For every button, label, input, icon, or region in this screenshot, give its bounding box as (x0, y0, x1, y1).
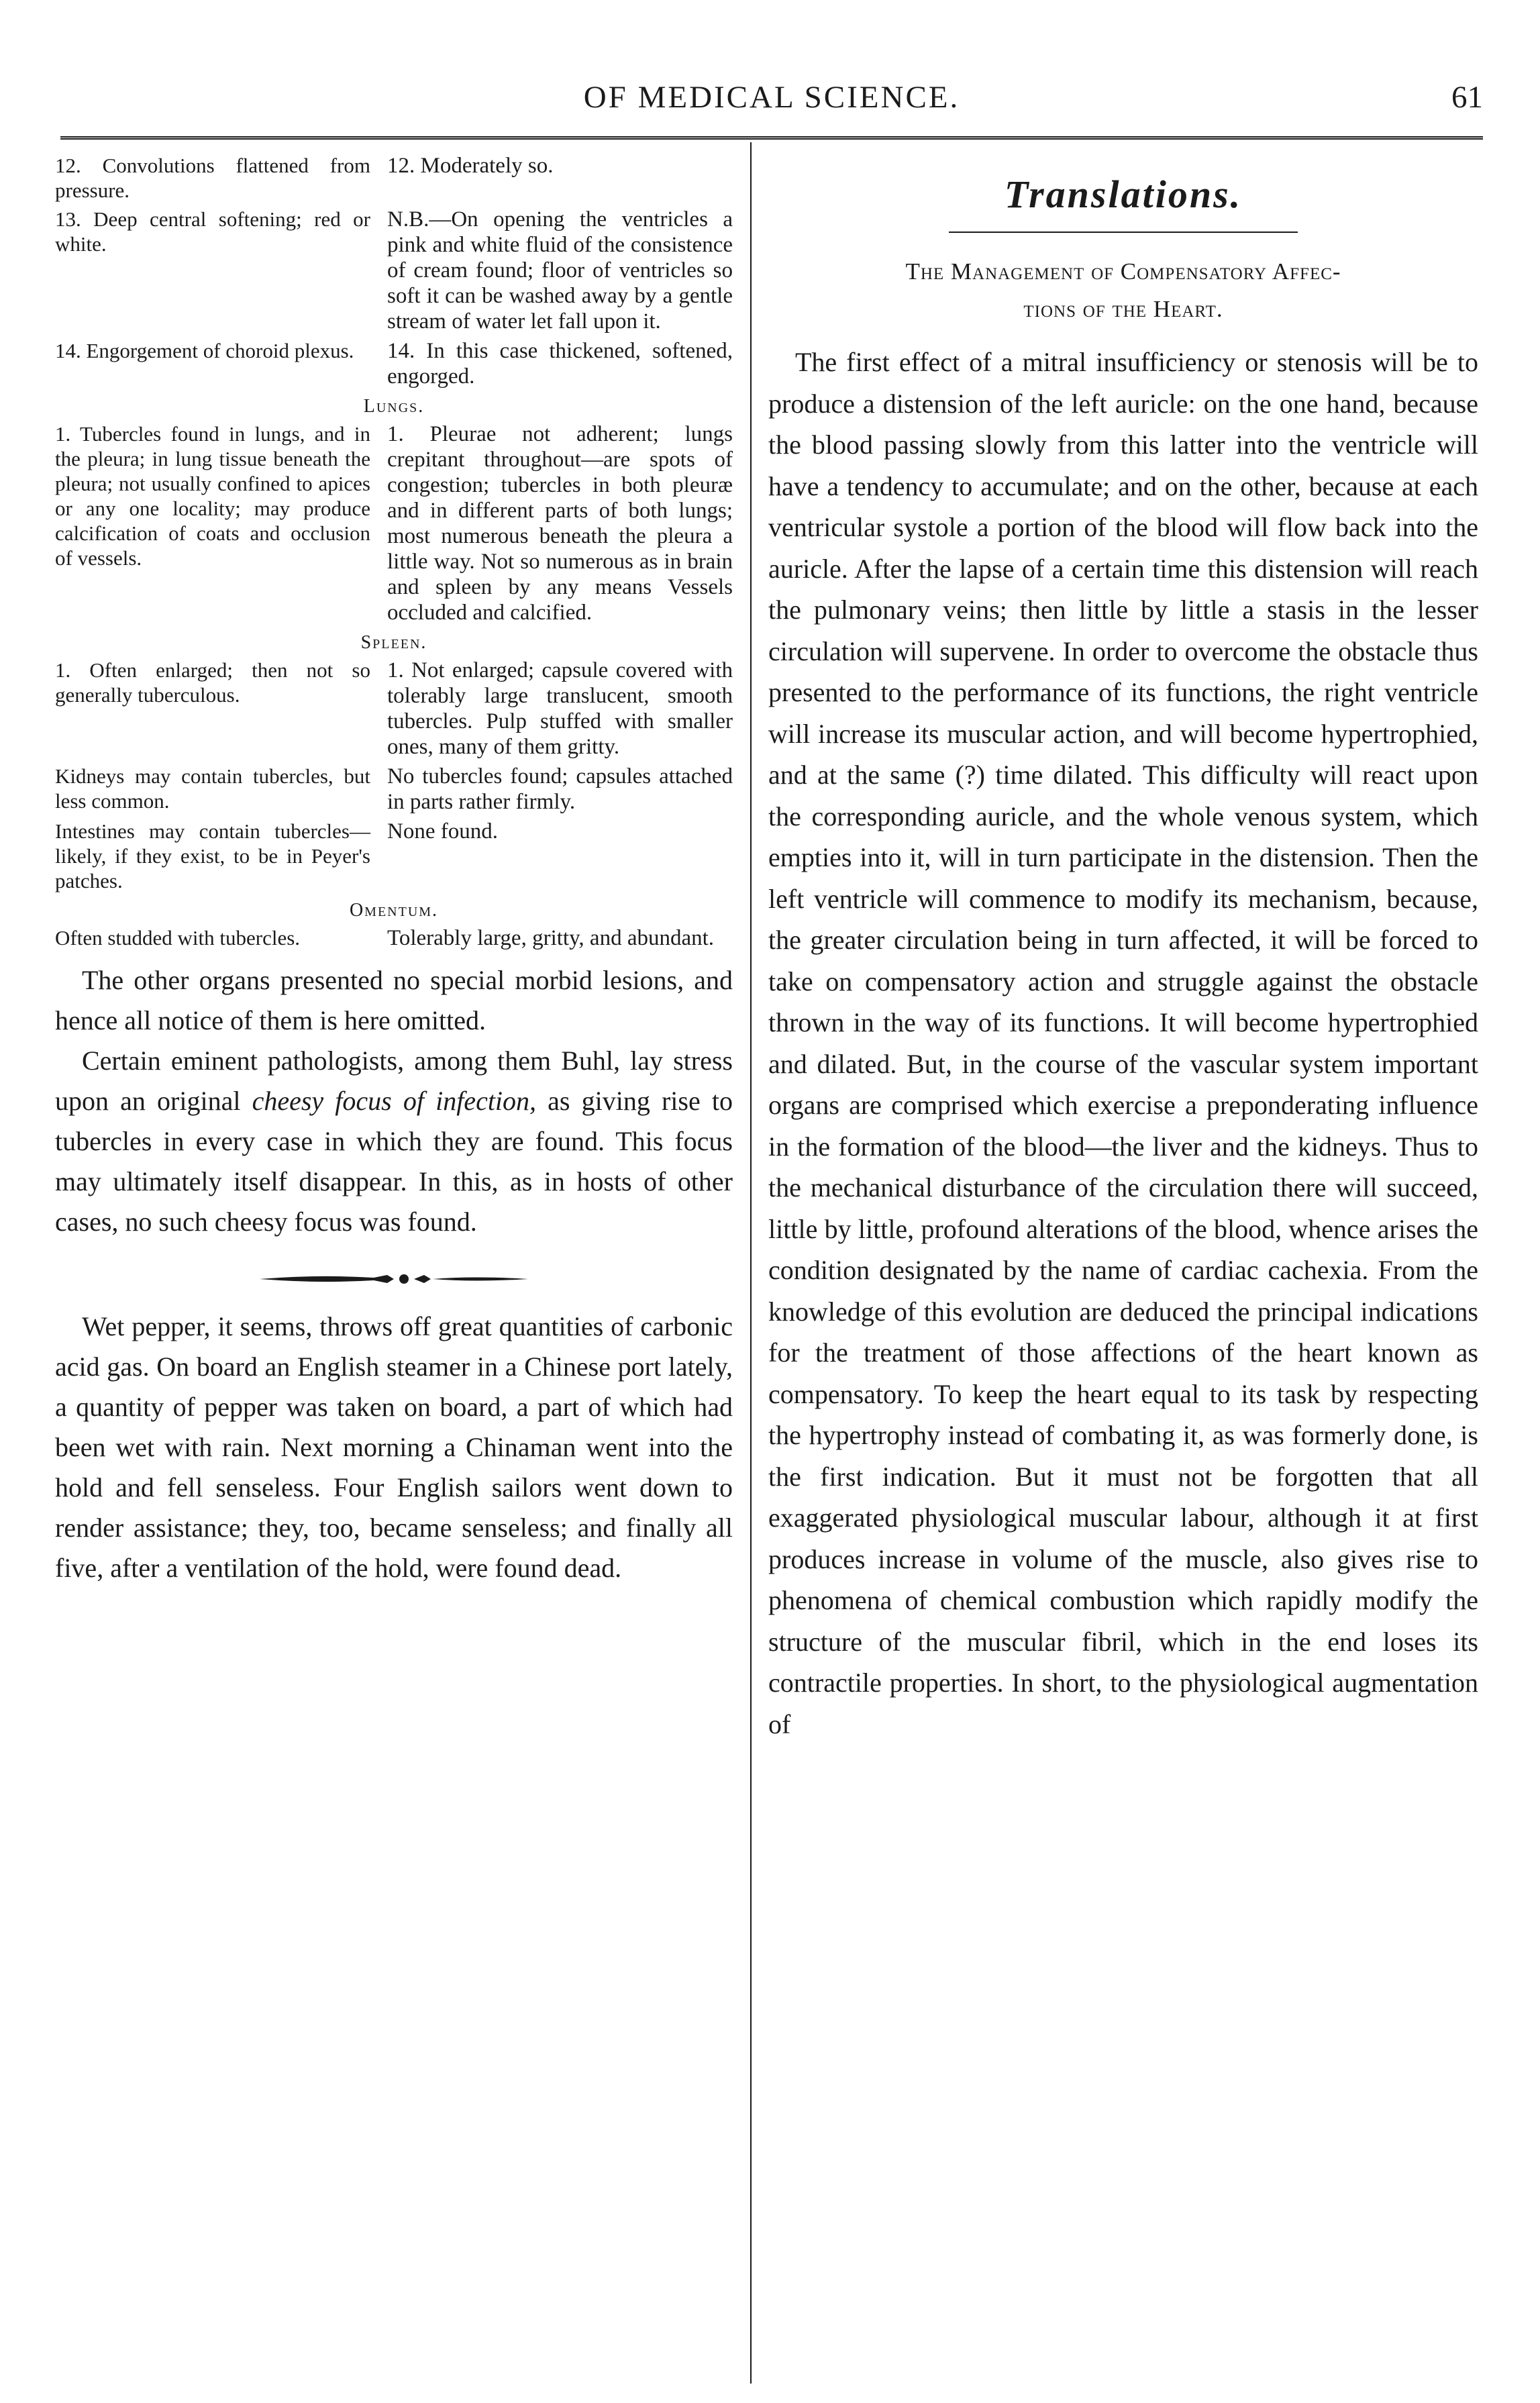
table-row (55, 819, 733, 893)
paragraph-cheesy-focus (55, 1041, 733, 1242)
left-column (55, 153, 733, 1588)
finding-cell: N.B.—On opening the ventricles a pink and white fluid of the consistence of cream found; floor of ventricles so soft it can be washed away by a gentle stream of water let fall upon it. (387, 207, 733, 334)
article-title-line: tions of the Heart. (1023, 296, 1223, 322)
right-column (768, 153, 1478, 1745)
finding-cell: Often studded with tubercles. (55, 926, 301, 950)
finding-cell: 12. Moderately so. (387, 154, 554, 178)
table-row (55, 764, 733, 815)
section-heading-omentum: Omentum. (349, 900, 439, 921)
finding-cell: 1. Not enlarged; capsule covered with tolerably large translucent, smooth tubercles. Pulp stuffed with smaller ones, many of them gritty. (387, 658, 733, 759)
header-rule (60, 136, 1483, 140)
table-row (55, 658, 733, 760)
section-title-translations: Translations. (1004, 172, 1243, 216)
finding-cell: Tolerably large, gritty, and abundant. (387, 926, 715, 950)
text-run: as giving rise to tubercles in every case in which they are found. This focus may ultimately itself disappear. In this, as in hosts of other cases, no such cheesy focus was found. (55, 1086, 733, 1237)
finding-cell: 13. Deep central softening; red or white. (55, 207, 370, 256)
section-heading-spleen: Spleen. (360, 632, 427, 653)
finding-cell: 1. Tubercles found in lungs, and in the pleura; in lung tissue beneath the pleura; not usually confined to apices or any one locality; may produce calcification of coats and occlusion of vessels. (55, 422, 370, 570)
running-title: OF MEDICAL SCIENCE. (583, 80, 960, 115)
finding-cell: 12. Convolutions flattened from pressure. (55, 154, 370, 202)
article-title (768, 253, 1478, 328)
page-number: 61 (1451, 80, 1483, 115)
title-rule (949, 232, 1298, 233)
finding-cell: No tubercles found; capsules attached in parts rather firmly. (387, 764, 733, 814)
emphasis-text: cheesy focus of infection, (252, 1086, 537, 1116)
table-row (55, 207, 733, 334)
table-row (55, 153, 733, 203)
finding-cell: 14. In this case thickened, softened, engorged. (387, 339, 733, 389)
finding-cell: Kidneys may contain tubercles, but less common. (55, 764, 370, 813)
ornamental-divider-icon (253, 1269, 535, 1289)
article-title-line: The Management of Compensatory Affec- (905, 258, 1341, 285)
section-heading-lungs: Lungs. (363, 396, 425, 417)
finding-cell: 1. Pleurae not adherent; lungs crepitant throughout—are spots of congestion; tubercles in both pleuræ and in different parts of both lungs; most numerous beneath the pleura a little way. Not so numerous as in brain and spleen by any means Vessels occluded and calcified. (387, 422, 733, 625)
article-body: The first effect of a mitral insufficiency or stenosis will be to produce a distension of the left auricle: on the one hand, because the blood passing slowly from this latter into the ventricle will have a tendency to accumulate; and on the other, because at each ventricular systole a portion of the blood will flow back into the auricle. After the lapse of a certain time this distension will reach the pulmonary veins; then little by little a stasis in the lesser circulation will supervene. In order to overcome the obstacle thus presented to the performance of its functions, the right ventricle will increase its muscular action, and will become hypertrophied, and at the same (?) time dilated. This difficulty will react upon the corresponding auricle, and the whole venous system, which empties into it, will in turn participate in the distension. Then the left ventricle will commence to modify its mechanism, because, the greater circulation being in turn affected, it will be forced to take on compensatory action and struggle against the obstacle thrown in the way of its functions. It will become hypertrophied and dilated. But, in the course of the vascular system important organs are comprised which exercise a preponderating influence in the formation of the blood—the liver and the kidneys. Thus to the mechanical disturbance of the circulation there will succeed, little by little, profound alterations of the blood, whence arises the condition designated by the name of cardiac cachexia. From the knowledge of this evolution are deduced the principal indications for the treatment of those affections of the heart known as compensatory. To keep the heart equal to its task by respecting the hypertrophy instead of combating it, as was formerly done, is the first indication. But it must not be forgotten that all exaggerated physiological muscular labour, although it at first produces increase in volume of the muscle, also gives rise to phenomena of chemical combustion which rapidly modify the structure of the muscular fibril, which in the end loses its contractile properties. In short, to the physiological augmentation of (768, 347, 1478, 1739)
paragraph-wet-pepper: Wet pepper, it seems, throws off great quantities of carbonic acid gas. On board an English steamer in a Chinese port lately, a quantity of pepper was taken on board, a part of which had been wet with rain. Next morning a Chinaman went into the hold and fell senseless. Four English sailors went down to render assistance; they, too, became senseless; and finally all five, after a ventilation of the hold, were found dead. (55, 1311, 733, 1583)
table-row (55, 421, 733, 625)
table-row (55, 338, 733, 389)
paragraph-organs: The other organs presented no special morbid lesions, and hence all notice of them is here omitted. (55, 965, 733, 1035)
finding-cell: Intestines may contain tubercles—likely, if they exist, to be in Peyer's patches. (55, 819, 370, 892)
column-divider (750, 142, 752, 2384)
finding-cell: 14. Engorgement of choroid plexus. (55, 339, 354, 362)
text-run: Certain eminent pathologists, among them Buhl, lay stress upon an original (55, 1045, 733, 1116)
finding-cell: 1. Often enlarged; then not so generally tuberculous. (55, 658, 370, 707)
page-header (60, 72, 1483, 133)
finding-cell: None found. (387, 819, 498, 843)
table-row (55, 925, 733, 951)
